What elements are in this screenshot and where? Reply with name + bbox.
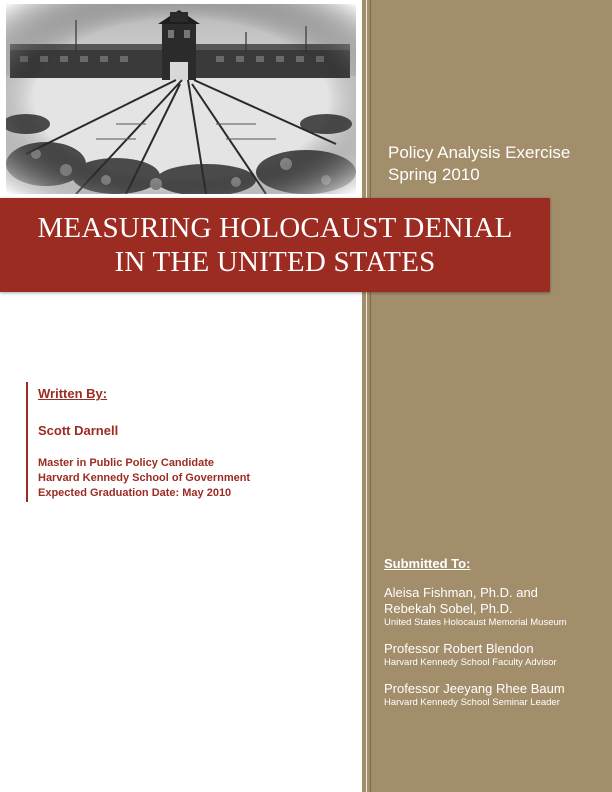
pae-term: Spring 2010: [388, 165, 480, 184]
submitted-to-block: [384, 556, 604, 721]
recipient-name: Rebekah Sobel, Ph.D.: [384, 601, 513, 616]
recipient-name: Professor Jeeyang Rhee Baum: [384, 681, 565, 696]
recipient-affiliation: United States Holocaust Memorial Museum: [384, 617, 567, 628]
sidebar-divider: [366, 0, 367, 792]
author-details: [38, 456, 346, 501]
recipient-name: Aleisa Fishman, Ph.D. and: [384, 585, 538, 600]
recipient-seminar-leader: [384, 681, 604, 709]
author-block: [26, 382, 346, 502]
pae-label: Policy Analysis Exercise: [388, 143, 571, 162]
pae-block: [388, 142, 570, 186]
recipient-affiliation: Harvard Kennedy School Faculty Advisor: [384, 657, 557, 668]
recipient-name: Professor Robert Blendon: [384, 641, 534, 656]
cover-photo: [6, 4, 356, 194]
recipient-museum: [384, 585, 604, 629]
written-by-heading: Written By:: [38, 386, 108, 401]
sidebar-divider-inner: [370, 0, 371, 792]
auschwitz-birkenau-gate-photo: [6, 4, 356, 194]
submitted-to-heading: Submitted To:: [384, 556, 471, 571]
title-banner: [0, 198, 550, 292]
author-school: Harvard Kennedy School of Government: [38, 472, 251, 484]
author-graduation: Expected Graduation Date: May 2010: [38, 487, 232, 499]
recipient-faculty-advisor: [384, 641, 604, 669]
recipient-affiliation: Harvard Kennedy School Seminar Leader: [384, 697, 560, 708]
author-degree: Master in Public Policy Candidate: [38, 457, 215, 469]
author-name: Scott Darnell: [38, 423, 119, 438]
document-title-line-1: MEASURING HOLOCAUST DENIAL: [37, 212, 513, 244]
document-title-line-2: IN THE UNITED STATES: [114, 246, 436, 278]
